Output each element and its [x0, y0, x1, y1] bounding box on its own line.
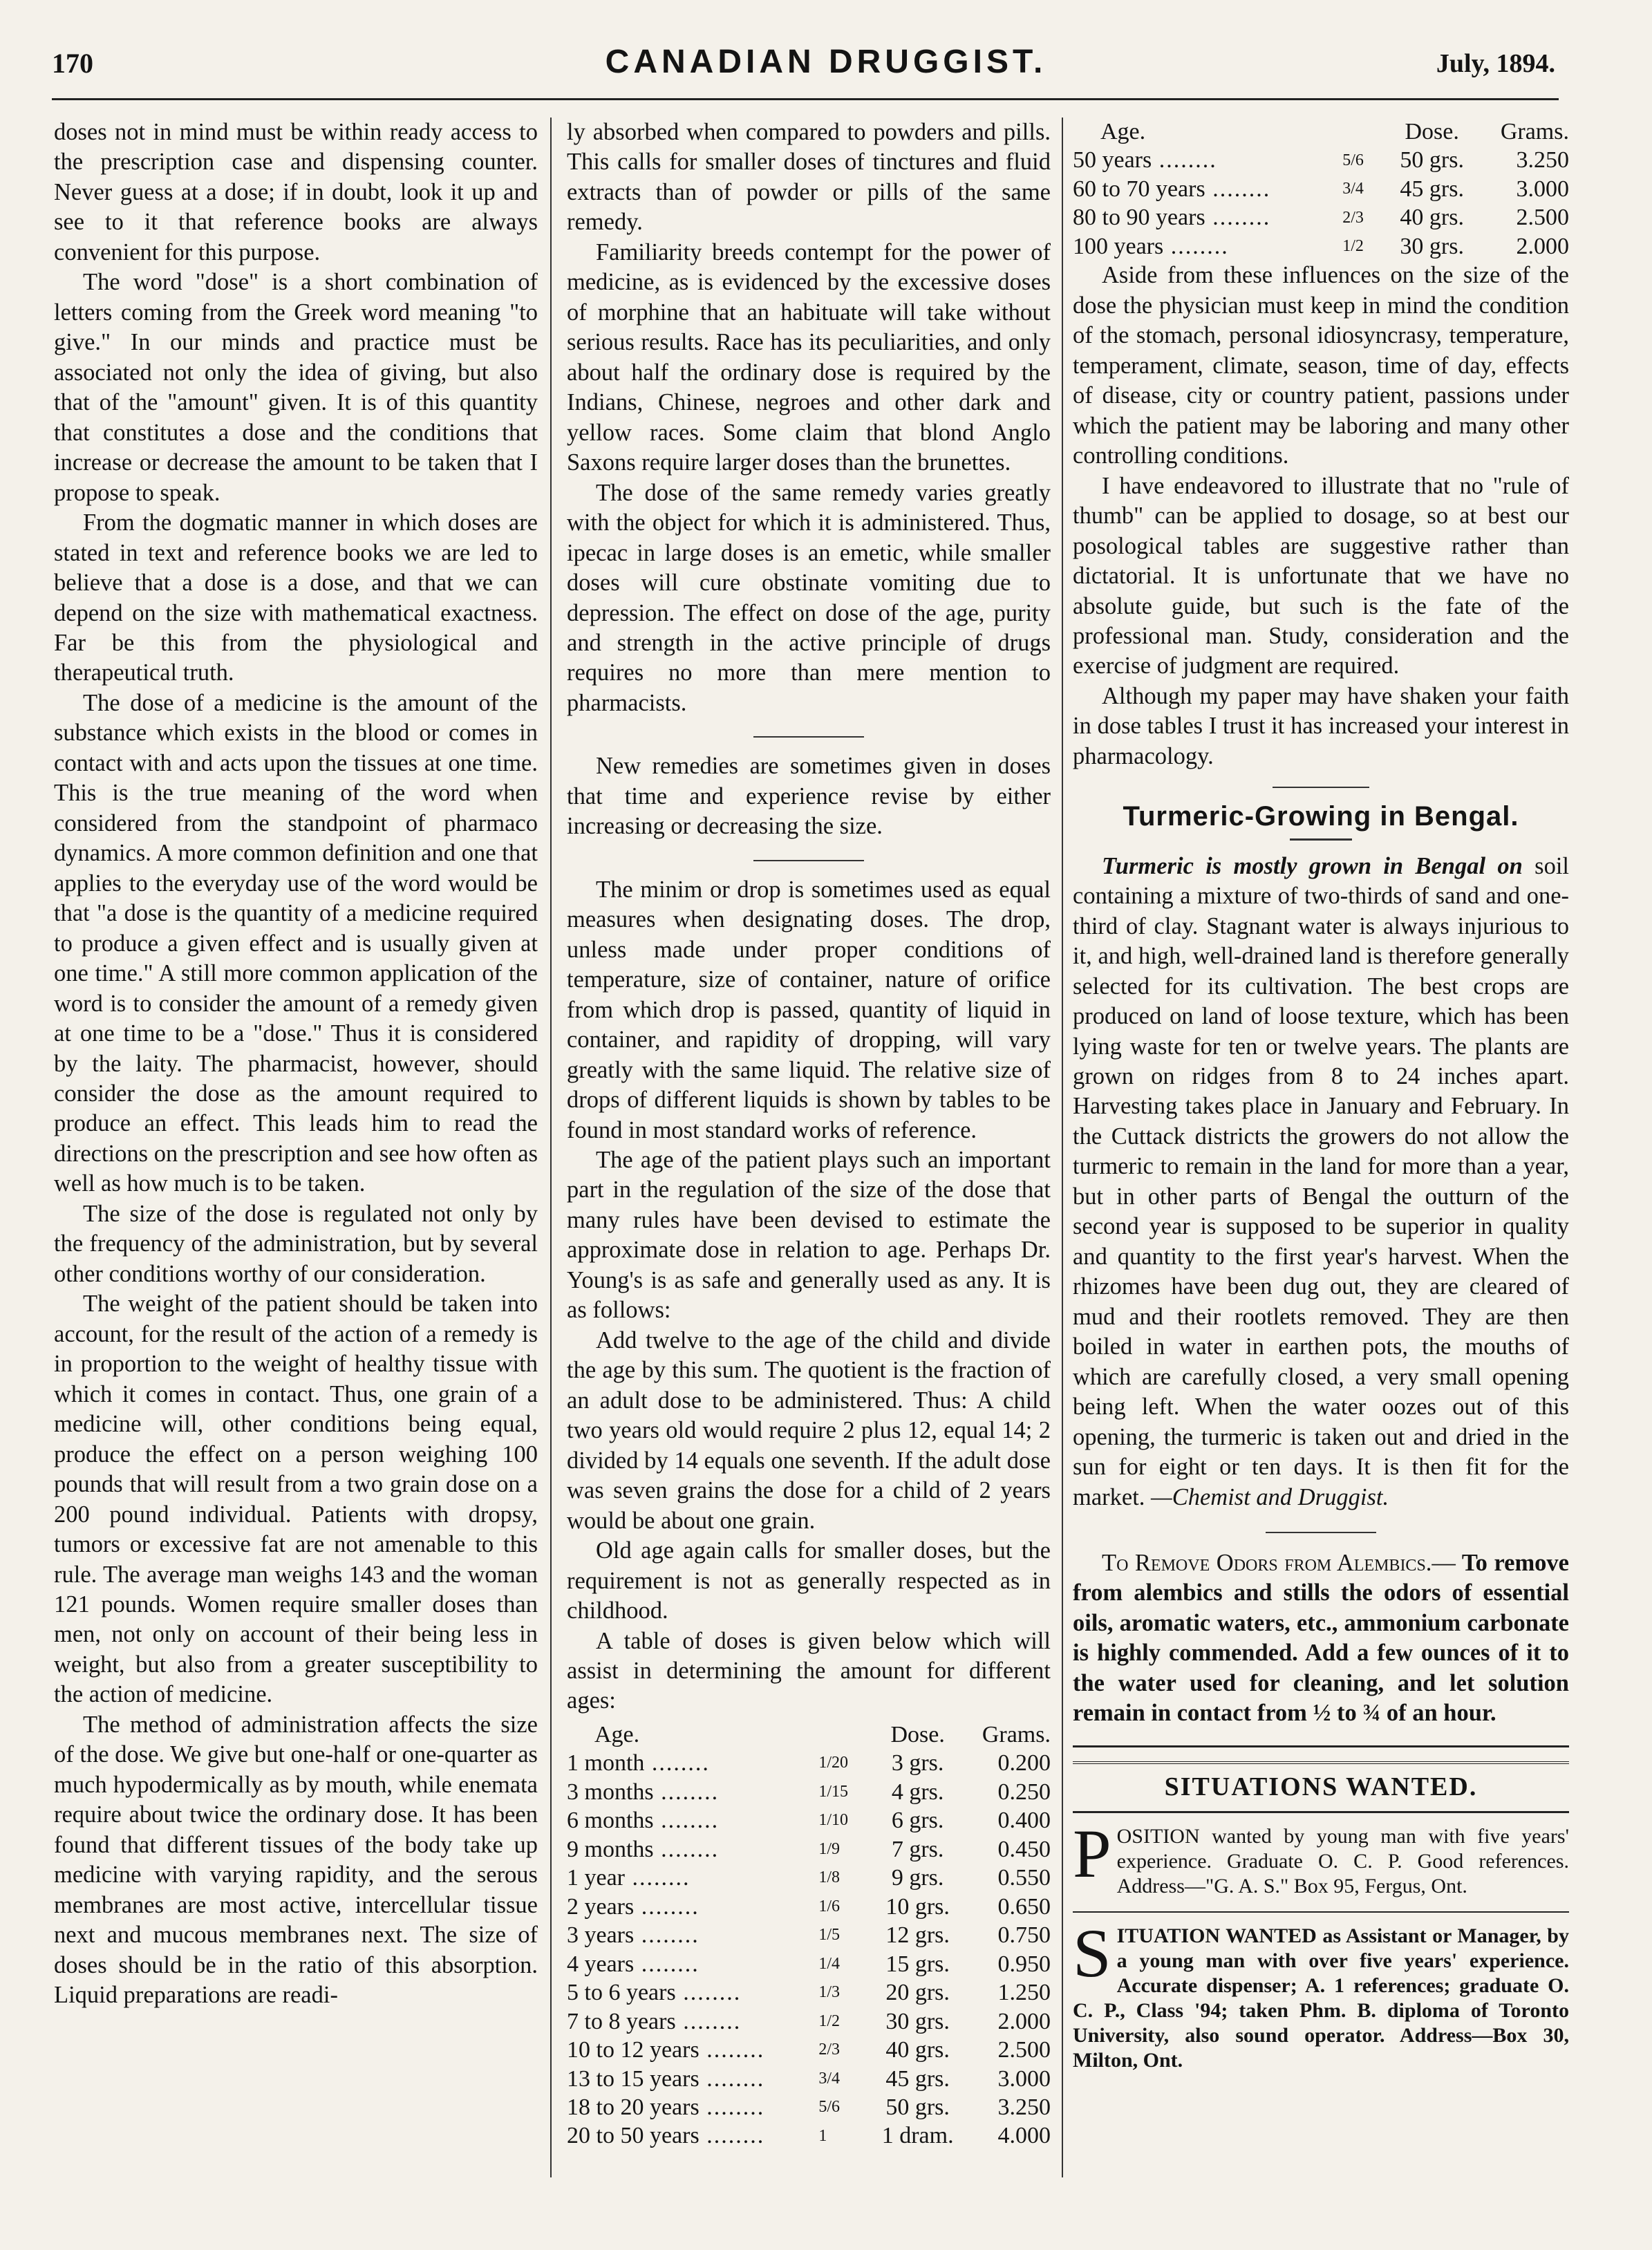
column-3 — [1073, 118, 1569, 2073]
paragraph: The word "dose" is a short combination of letters coming from the Greek word meaning "to give." In our minds and practice must be associated not only the idea of giving, but also that of the "amount" given. It is of this quantity that constitutes a dose and the conditions that increase or decrease the amount to be taken that I propose to speak. — [54, 269, 538, 506]
paragraph: Old age again calls for smaller doses, but the requirement is not as generally respected as in childhood. — [567, 1537, 1051, 1624]
column-header: Age. — [1100, 119, 1146, 144]
grams-cell: 0.750 — [997, 1922, 1051, 1949]
age-cell: 1 month ........ — [567, 1750, 710, 1776]
table-row — [567, 1950, 1051, 1978]
fraction-cell: 3/4 — [1342, 180, 1364, 198]
section-separator — [753, 860, 864, 861]
table-row — [567, 2036, 1051, 2064]
age-cell: 5 to 6 years ........ — [567, 1980, 742, 2006]
column-divider — [1062, 118, 1063, 2177]
paragraph: The size of the dose is regulated not only by the frequency of the administration, but by several other conditions worthy of our consideration. — [54, 1200, 538, 1287]
column-divider — [550, 118, 552, 2177]
fraction-cell: 5/6 — [1342, 151, 1364, 169]
dose-cell: 1 dram. — [881, 2123, 954, 2149]
grams-cell: 0.250 — [997, 1779, 1051, 1805]
age-cell: 50 years ........ — [1073, 147, 1217, 174]
grams-cell: 3.000 — [997, 2065, 1051, 2092]
column-header: Grams. — [982, 1721, 1051, 1747]
column-header: Dose. — [890, 1721, 945, 1747]
table-header-row — [567, 1721, 1051, 1749]
ad-text: OSITION wanted by young man with five years' experience. Graduate O. C. P. Good references. Address—"G. A. S." Box 95, Fergus, Ont. — [1116, 1824, 1569, 1897]
dose-cell: 45 grs. — [1400, 176, 1464, 202]
dose-cell: 40 grs. — [1400, 205, 1464, 231]
age-cell: 20 to 50 years ........ — [567, 2123, 765, 2149]
fraction-cell: 1/6 — [818, 1897, 840, 1915]
paragraph: The weight of the patient should be taken into account, for the result of the action of a remedy is in proportion to the weight of healthy tissue with which it comes in contact. Thus, one grain of a medicine will, other conditions being equal, produce the effect on a person weighing 100 pounds that will result from a two grain dose on a 200 pound individual. Patients with dropsy, tumors or excessive fat are not amenable to this rule. The average man weighs 143 and the woman 121 pounds. Women require smaller doses than men, not only on account of their being less in weight, but also from a greater susceptibility to the action of medicine. — [54, 1291, 538, 1708]
table-row — [567, 1893, 1051, 1921]
dose-cell: 10 grs. — [885, 1893, 950, 1920]
leader-dots: ........ — [634, 1951, 700, 1977]
grams-cell: 2.500 — [1516, 205, 1569, 231]
table-row — [567, 1835, 1051, 1864]
age-cell: 10 to 12 years ........ — [567, 2037, 765, 2063]
age-cell: 13 to 15 years ........ — [567, 2065, 765, 2092]
page-number: 170 — [52, 48, 93, 79]
dose-cell: 7 grs. — [891, 1836, 944, 1862]
ad-text: ITUATION WANTED as Assistant or Manager, by a young man with over five years' experience. Accurate dispenser; A. 1 references; graduate O. C. P., Class '94; taken Phm. B. diploma of Toronto University, also sound operator. Address—Box 30, Milton, Ont. — [1073, 1924, 1569, 2072]
column-header — [1342, 118, 1388, 146]
age-cell: 6 months ........ — [567, 1808, 720, 1834]
table-header-row — [1073, 118, 1569, 146]
dose-cell: 3 grs. — [891, 1750, 944, 1776]
grams-cell: 0.650 — [997, 1893, 1051, 1920]
table-row — [1073, 175, 1569, 203]
leader-dots: ........ — [675, 1980, 742, 2006]
grams-cell: 3.250 — [997, 2094, 1051, 2120]
grams-cell: 0.200 — [997, 1750, 1051, 1776]
leader-dots: ........ — [1152, 147, 1217, 174]
table-row — [567, 1864, 1051, 1892]
table-row — [567, 1921, 1051, 1949]
leader-dots: ........ — [644, 1750, 710, 1776]
leader-dots: ........ — [634, 1922, 700, 1949]
table-row — [567, 1778, 1051, 1806]
issue-date: July, 1894. — [1436, 49, 1555, 78]
dose-cell: 30 grs. — [1400, 233, 1464, 259]
note-body — [1073, 1548, 1569, 1729]
article-title: Turmeric-Growing in Bengal. — [1123, 801, 1519, 832]
fraction-cell: 1 — [818, 2126, 827, 2145]
section-separator — [1273, 787, 1369, 788]
age-cell: 2 years ........ — [567, 1893, 700, 1920]
article-body — [1073, 852, 1569, 1512]
section-separator — [1266, 1532, 1376, 1533]
article-credit: —Chemist and Druggist. — [1151, 1483, 1389, 1510]
ad-divider — [1073, 1911, 1569, 1913]
leader-dots: ........ — [1205, 176, 1271, 202]
paragraph: The minim or drop is sometimes used as equal measures when designating doses. The drop, unless made under proper conditions of temperature, size of container, nature of orifice from which drop is passed, quantity of liquid in container, and rapidity of dropping, will vary greatly with the same liquid. The relative size of drops of different liquids is shown by tables to be found in most standard works of reference. — [567, 876, 1051, 1143]
dose-cell: 15 grs. — [885, 1951, 950, 1977]
paragraph: Add twelve to the age of the child and divide the age by this sum. The quotient is the fraction of an adult dose to be administered. Thus: A child two years old would require 2 plus 12, equal 14; 2 divided by 14 equals one seventh. If the adult dose was seven grains the dose for a child of 2 years would be about one grain. — [567, 1326, 1051, 1534]
grams-cell: 3.000 — [1516, 176, 1569, 202]
fraction-cell: 1/10 — [818, 1811, 848, 1830]
column-header — [818, 1721, 872, 1749]
grams-cell: 1.250 — [997, 1980, 1051, 2006]
age-cell: 7 to 8 years ........ — [567, 2008, 742, 2034]
leader-dots: ........ — [634, 1893, 700, 1920]
grams-cell: 2.000 — [1516, 233, 1569, 259]
age-cell: 100 years ........ — [1073, 233, 1229, 259]
fraction-cell: 1/5 — [818, 1926, 840, 1944]
age-cell: 4 years ........ — [567, 1951, 700, 1977]
fraction-cell: 1/4 — [818, 1954, 840, 1973]
fraction-cell: 5/6 — [818, 2098, 840, 2117]
age-cell: 3 years ........ — [567, 1922, 700, 1949]
leader-dots: ........ — [625, 1865, 691, 1891]
fraction-cell: 1/20 — [818, 1754, 848, 1772]
fraction-cell: 2/3 — [1342, 208, 1364, 227]
fraction-cell: 1/8 — [818, 1868, 840, 1887]
dose-cell: 50 grs. — [1400, 147, 1464, 174]
column-1 — [54, 118, 538, 2011]
note-text: To remove from alembics and stills the odors of essential oils, aromatic waters, etc., ammonium carbonate is highly commended. Add a few ounces of it to the water used for cleaning, and let solution remain in contact from ½ to ¾ of an hour. — [1073, 1550, 1569, 1727]
dose-cell: 9 grs. — [891, 1865, 944, 1891]
fraction-cell: 1/3 — [818, 1983, 840, 2002]
age-cell: 3 months ........ — [567, 1779, 720, 1805]
classified-ad — [1073, 1815, 1569, 1899]
table-row — [1073, 203, 1569, 232]
age-cell: 9 months ........ — [567, 1836, 720, 1862]
grams-cell: 4.000 — [997, 2123, 1051, 2149]
paragraph: From the dogmatic manner in which doses are stated in text and reference books we are led to believe that a dose is a dose, and that we can depend on the size with mathematical exactness. Far be this from the physiological and therapeutical truth. — [54, 509, 538, 686]
paragraph: The dose of a medicine is the amount of the substance which exists in the blood or comes in contact with and acts upon the tissues at one time. This is the true meaning of the word when considered from the standpoint of pharmaco dynamics. A more common definition and one that applies to the everyday use of the word would be that "a dose is the quantity of a medicine required to produce a given effect and is usually given at one time." A still more common application of the word is to consider the amount of a remedy given at one time to be a "dose." Thus it is considered by the laity. The pharmacist, however, should consider the dose as the amount required to produce an effect. This leads him to read the directions on the prescription and see how often as well as how much is to be taken. — [54, 689, 538, 1197]
fraction-cell: 1/15 — [818, 1782, 848, 1801]
dose-cell: 40 grs. — [885, 2037, 950, 2063]
fraction-cell: 3/4 — [818, 2069, 840, 2088]
age-cell: 1 year ........ — [567, 1865, 691, 1891]
paragraph: The dose of the same remedy varies greatly with the object for which it is administered. Thus, ipecac in large doses is an emetic, while smaller doses will cure obstinate vomiting due to depression. The effect on dose of the age, purity and strength in the active principle of drugs requires no more than mere mention to pharmacists. — [567, 479, 1051, 716]
title-rule — [1290, 838, 1352, 841]
section-separator — [753, 736, 864, 738]
paragraph: Although my paper may have shaken your faith in dose tables I trust it has increased your interest in pharmacology. — [1073, 682, 1569, 769]
paragraph: ly absorbed when compared to powders and pills. This calls for smaller doses of tinctures and fluid extracts than of powder or pills of the same remedy. — [567, 119, 1051, 236]
drop-cap: P — [1073, 1815, 1111, 1892]
dose-cell: 20 grs. — [885, 1980, 950, 2006]
table-row — [567, 2065, 1051, 2093]
paragraph: A table of doses is given below which will assist in determining the amount for different ages: — [567, 1627, 1051, 1714]
fraction-cell: 1/2 — [818, 2012, 840, 2030]
leader-dots: ........ — [653, 1836, 720, 1862]
dose-cell: 12 grs. — [885, 1922, 950, 1949]
dose-table — [567, 1721, 1051, 2150]
grams-cell: 2.000 — [997, 2008, 1051, 2034]
column-header: Grams. — [1500, 119, 1569, 144]
fraction-cell: 2/3 — [818, 2041, 840, 2059]
dose-cell: 30 grs. — [885, 2008, 950, 2034]
table-row — [567, 2121, 1051, 2150]
leader-dots: ........ — [1205, 205, 1271, 231]
grams-cell: 2.500 — [997, 2037, 1051, 2063]
leader-dots: ........ — [653, 1779, 720, 1805]
dose-cell: 4 grs. — [891, 1779, 944, 1805]
leader-dots: ........ — [699, 2065, 765, 2092]
age-cell: 60 to 70 years ........ — [1073, 176, 1271, 202]
article-lead: Turmeric is mostly grown in Bengal on — [1102, 852, 1523, 879]
paragraph: The age of the patient plays such an important part in the regulation of the size of the dose that many rules have been devised to estimate the approximate dose in relation to age. Perhaps Dr. Young's is as safe and generally used as any. It is as follows: — [567, 1147, 1051, 1324]
classified-ad — [1073, 1914, 1569, 2073]
table-row — [1073, 146, 1569, 174]
fraction-cell: 1/2 — [1342, 236, 1364, 255]
leader-dots: ........ — [699, 2123, 765, 2149]
table-row — [567, 1749, 1051, 1777]
section-rule — [1073, 1745, 1569, 1747]
dose-cell: 45 grs. — [885, 2065, 950, 2092]
header-rule — [52, 98, 1559, 100]
dose-cell: 50 grs. — [885, 2094, 950, 2120]
paragraph: New remedies are sometimes given in doses that time and experience revise by either increasing or decreasing the size. — [567, 753, 1051, 840]
table-row — [567, 1978, 1051, 2007]
grams-cell: 0.450 — [997, 1836, 1051, 1862]
column-2 — [567, 118, 1051, 2150]
table-row — [567, 1806, 1051, 1835]
leader-dots: ........ — [675, 2008, 742, 2034]
column-header: Age. — [594, 1721, 640, 1747]
leader-dots: ........ — [699, 2094, 765, 2120]
paragraph: Familiarity breeds contempt for the power of medicine, as is evidenced by the excessive doses of morphine that an habituate will take without serious results. Race has its peculiarities, and only about half the ordinary dose is required by the Indians, Chinese, negroes and other dark and yellow races. Some claim that blond Anglo Saxons require larger doses than the brunettes. — [567, 238, 1051, 476]
grams-cell: 0.400 — [997, 1808, 1051, 1834]
leader-dots: ........ — [1163, 233, 1229, 259]
paragraph: I have endeavored to illustrate that no "rule of thumb" can be applied to dosage, so at best our posological tables are suggestive rather than dictatorial. It is unfortunate that we have no absolute guide, but such is the fate of the professional man. Study, consideration and the exercise of judgment are required. — [1073, 472, 1569, 679]
table-row — [1073, 232, 1569, 261]
table-row — [567, 2093, 1051, 2121]
table-body — [1073, 146, 1569, 261]
leader-dots: ........ — [699, 2037, 765, 2063]
note-heading: To Remove Odors from Alembics.— — [1102, 1550, 1456, 1577]
dose-cell: 6 grs. — [891, 1808, 944, 1834]
column-header: Dose. — [1405, 119, 1459, 144]
table-body — [567, 1749, 1051, 2150]
age-cell: 80 to 90 years ........ — [1073, 205, 1271, 231]
age-cell: 18 to 20 years ........ — [567, 2094, 765, 2120]
classifieds-heading: SITUATIONS WANTED. — [1073, 1761, 1569, 1813]
dose-table-continued — [1073, 118, 1569, 261]
drop-cap: S — [1073, 1914, 1111, 1991]
table-row — [567, 2007, 1051, 2036]
paragraph: Aside from these influences on the size of the dose the physician must keep in mind the condition of the stomach, personal idiosyncrasy, temperature, temperament, climate, season, time of day, effects of disease, city or country patient, passions under which the patient may be laboring and many other controlling conditions. — [1073, 262, 1569, 469]
paragraph: The method of administration affects the size of the dose. We give but one-half or one-quarter as much hypodermically as by mouth, while enemata require about twice the ordinary dose. It has been found that different tissues of the body take up medicine with varying rapidity, and the serous membranes are most active, intercellular tissue next and mucous membranes next. The size of doses should be in the ratio of this absorption. Liquid preparations are readi- — [54, 1711, 538, 2009]
leader-dots: ........ — [653, 1808, 720, 1834]
article-text: soil containing a mixture of two-thirds of sand and one-third of clay. Stagnant water is always injurious to it, and high, well-drained land is therefore generally selected for its cultivation. The best crops are produced on land of loose texture, which has been lying waste for ten or twelve years. The plants are grown on ridges from 8 to 24 inches apart. Harvesting takes place in January and February. In the Cuttack districts the growers do not allow the turmeric to remain in the land for more than a year, but in other parts of Bengal the outturn of the second year is supposed to be superior in quality and quantity to the first year's harvest. When the rhizomes have been dug out, they are cleared of mud and their rootlets removed. They are then boiled in water in earthen pots, the mouths of which are carefully closed, a very small opening being left. When the water oozes out of this opening, the turmeric is taken out and dried in the sun for eight or ten days. It is then fit for the market. — [1073, 852, 1570, 1510]
masthead-title: CANADIAN DRUGGIST. — [605, 44, 1047, 80]
fraction-cell: 1/9 — [818, 1839, 840, 1858]
paragraph: doses not in mind must be within ready access to the prescription case and dispensing counter. Never guess at a dose; if in doubt, look it up and see to it that reference books are always convenient for this purpose. — [54, 119, 538, 265]
grams-cell: 3.250 — [1516, 147, 1569, 174]
grams-cell: 0.950 — [997, 1951, 1051, 1977]
grams-cell: 0.550 — [997, 1865, 1051, 1891]
